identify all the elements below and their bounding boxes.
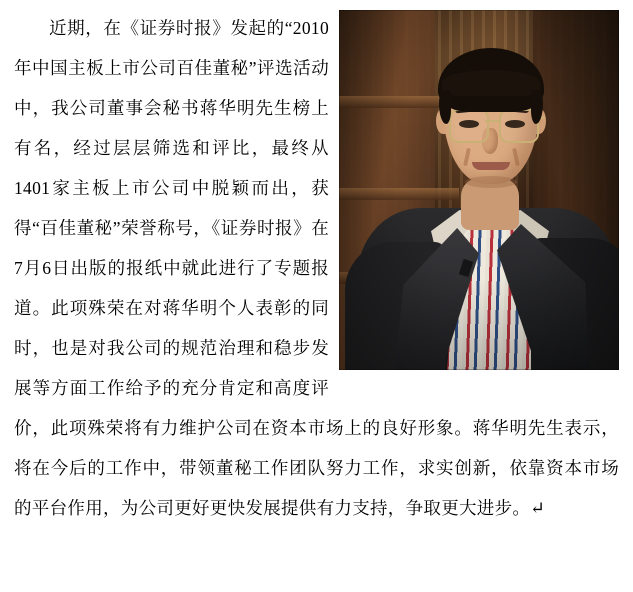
article-paragraph: 近期，在《证券时报》发起的“2010年中国主板上市公司百佳董秘”评选活动中，我公司董事会秘书蒋华明先生榜上有名，经过层层筛选和评比，最终从 1401家主板上市公司中脱颖而出，获得“百佳董秘”荣誉称号，《证券时报》在7月6日出版的报纸中就此进行了专题报道。此项殊荣在对蒋华明个人表彰的同时，也是对我公司的规范治理和稳步发展等方面工作给予的充分肯定和高度评价，此项殊荣将有力维护公司在资本市场上的良好形象。蒋华明先生表示，将在今后的工作中，带领董秘工作团队努力工作，求实创新，依靠资本市场的平台作用，为公司更好更快发展提供有力支持，争取更大进步。↵: [14, 18, 619, 518]
portrait-photo: [339, 10, 619, 370]
photo-vignette: [339, 10, 619, 370]
portrait-photo-wrapper: [339, 10, 619, 370]
